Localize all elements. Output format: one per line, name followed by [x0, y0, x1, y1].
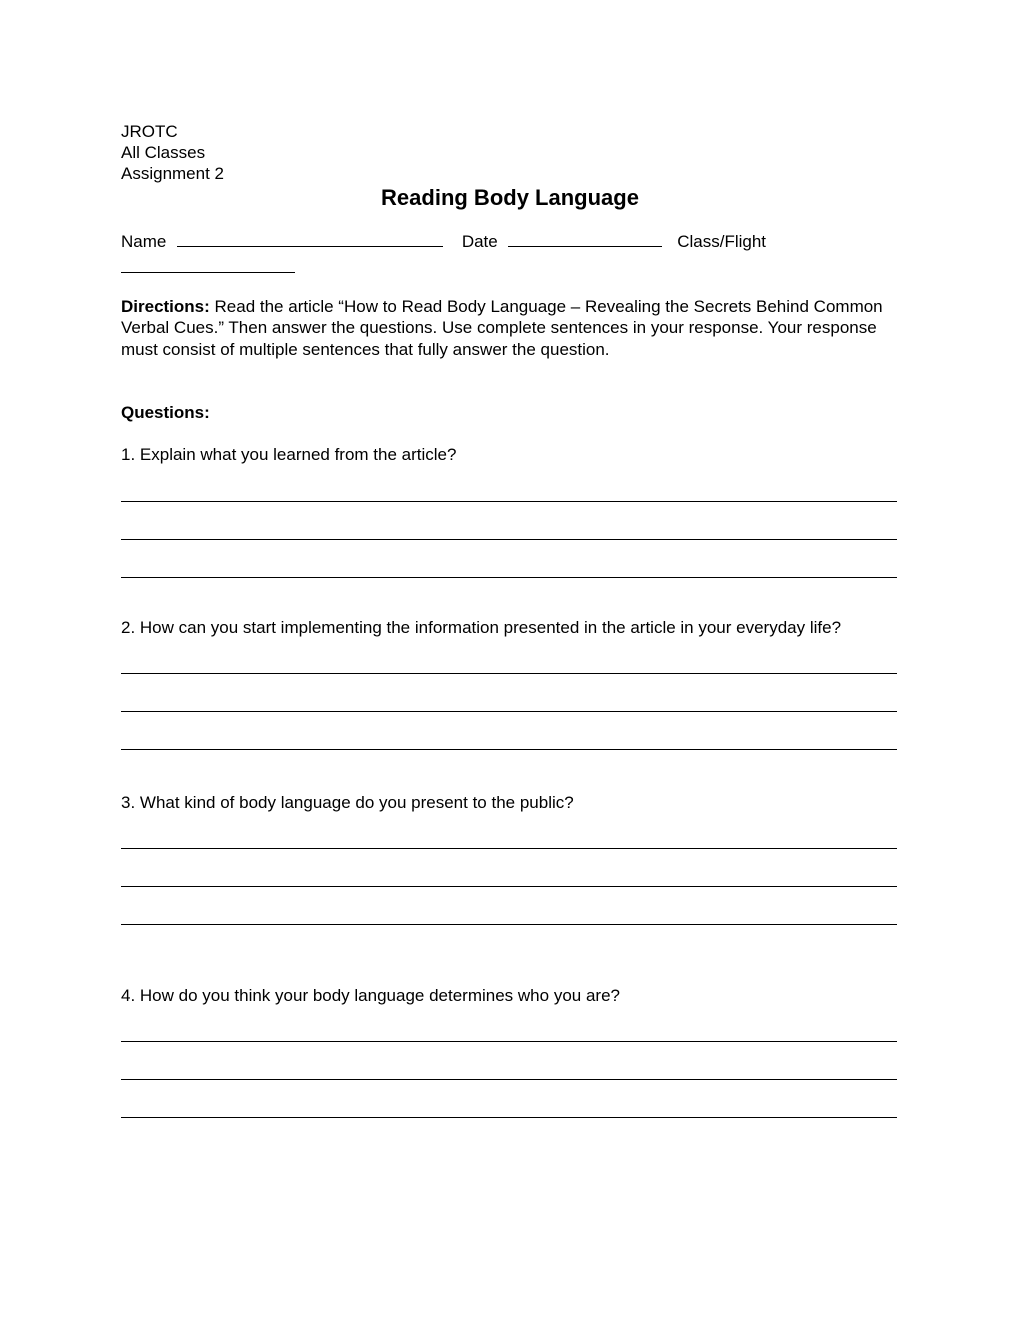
answer-line-q2-3[interactable] [121, 749, 897, 750]
answer-line-q1-1[interactable] [121, 501, 897, 502]
directions-text: Read the article “How to Read Body Language – Revealing the Secrets Behind Common Verbal Cues.” Then answer the questions. Use complete sentences in your response. Your response must consist of multiple sentences that fully answer the question. [121, 297, 883, 359]
question-4: 4. How do you think your body language determines who you are? [121, 986, 620, 1005]
answer-line-q1-3[interactable] [121, 577, 897, 578]
answer-line-q2-2[interactable] [121, 711, 897, 712]
directions-paragraph [121, 296, 911, 360]
answer-line-q4-2[interactable] [121, 1079, 897, 1080]
question-1: 1. Explain what you learned from the article? [121, 445, 457, 464]
answer-line-q2-1[interactable] [121, 673, 897, 674]
question-3: 3. What kind of body language do you present to the public? [121, 793, 574, 812]
answer-line-q1-2[interactable] [121, 539, 897, 540]
questions-heading: Questions: [121, 403, 210, 422]
answer-line-q4-3[interactable] [121, 1117, 897, 1118]
question-2: 2. How can you start implementing the information presented in the article in your everyday life? [121, 618, 842, 637]
page-title: Reading Body Language [381, 185, 639, 210]
assignment-number: Assignment 2 [121, 164, 224, 183]
date-label: Date [461, 232, 498, 251]
answer-line-q3-2[interactable] [121, 886, 897, 887]
course-name: JROTC [121, 122, 178, 141]
answer-line-q3-3[interactable] [121, 924, 897, 925]
directions-label: Directions: [121, 297, 210, 316]
name-label: Name [121, 232, 167, 251]
worksheet-page [121, 121, 897, 1005]
student-info-row [121, 231, 897, 278]
answer-line-q4-1[interactable] [121, 1041, 897, 1042]
class-scope: All Classes [121, 143, 206, 162]
date-field[interactable] [508, 231, 662, 247]
answer-line-q3-1[interactable] [121, 848, 897, 849]
name-field[interactable] [177, 231, 443, 247]
course-header [121, 121, 897, 184]
class-flight-field[interactable] [121, 257, 295, 273]
class-flight-label: Class/Flight [677, 232, 767, 251]
